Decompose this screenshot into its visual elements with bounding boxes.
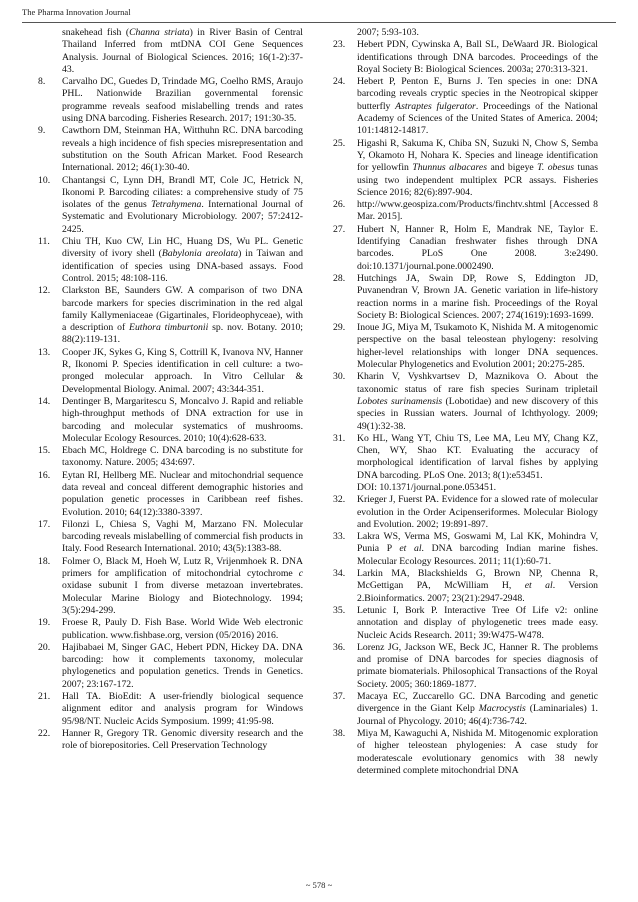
reference-segment: . International Journal of Systematic and Evolutionary Microbiology. 2007; 57:2412-2425. [62, 199, 303, 235]
reference-segment: http://www.geospiza.com/Products/finchtv.shtml [Accessed 8 Mar. 2015]. [357, 199, 598, 223]
reference-text [357, 371, 598, 432]
reference-segment: Hanner R, Gregory TR. Genomic diversity research and the role of biorepositories. Cell Preservation Technology [62, 727, 303, 752]
reference-number: 9. [38, 125, 46, 137]
reference-segment: Hebert P, Penton E, Burns J. Ten species in one: DNA barcoding reveals cryptic species in the Neotropical skipper butterfly [357, 76, 598, 112]
reference-segment: and bigeye [487, 162, 538, 174]
reference-segment: Krieger J, Fuerst PA. Evidence for a slowed rate of molecular evolution in the Order Acipenseriformes. Molecular Biology and Evolution. 2002; 19:891-897. [357, 494, 598, 530]
reference-segment: Macaya EC, Zuccarello GC. DNA Barcoding and genetic divergence in the Giant Kelp [357, 691, 598, 715]
reference-item [333, 138, 598, 199]
reference-item [333, 273, 598, 322]
reference-number: 16. [38, 469, 51, 481]
reference-item [333, 494, 598, 531]
reference-text [357, 224, 598, 273]
reference-item [333, 531, 598, 568]
reference-number: 20. [38, 641, 51, 653]
reference-item [333, 27, 598, 39]
reference-text [62, 175, 303, 236]
reference-segment: Cawthorn DM, Steinman HA, Witthuhn RC. DNA barcoding reveals a high incidence of fish species misrepresentation and substitution on the South African Market. Food Research International. 2012; 46(1):30-40. [62, 125, 303, 174]
reference-item [38, 396, 303, 445]
reference-segment: Folmer O, Black M, Hoeh W, Lutz R, Vrijenmhoek R. DNA primers for amplification of mitochondrial cytochrome [62, 555, 303, 580]
reference-item [333, 642, 598, 691]
italic-species-name: Euthora timburtonii [129, 322, 209, 334]
reference-number: 10. [38, 174, 51, 186]
reference-segment: Ebach MC, Holdrege C. DNA barcoding is no substitute for taxonomy. Nature. 2005; 434:697. [62, 445, 303, 469]
reference-item [333, 568, 598, 605]
italic-species-name: et al [399, 543, 422, 555]
italic-species-name: Lobotes surinamensis [357, 395, 443, 407]
reference-text [62, 285, 303, 346]
reference-number: 36. [333, 641, 346, 653]
reference-number: 34. [333, 568, 346, 580]
reference-item [38, 556, 303, 617]
reference-item [38, 125, 303, 174]
reference-segment: tunas using two independent multiplex PCR assays. Fisheries Science 2016; 82(6):897-904. [357, 162, 598, 198]
reference-segment: Carvalho DC, Guedes D, Trindade MG, Coelho RMS, Araujo PHL. Nationwide Brazilian governmental forensic programme reveals seafood mislabelling trends and rates using DNA barcoding. Fisheries Research. 2017; 191:30-35. [62, 76, 303, 125]
reference-item [333, 605, 598, 642]
reference-text [62, 642, 303, 691]
reference-number: 14. [38, 395, 51, 407]
reference-number: 31. [333, 432, 346, 444]
reference-text [357, 568, 598, 605]
reference-segment: Kharin V, Vyshkvartsev D, Maznikova O. About the taxonomic status of rare fish species Surinam tripletail [357, 371, 598, 395]
reference-number: 25. [333, 137, 346, 149]
reference-number: 35. [333, 604, 346, 616]
reference-text [357, 691, 598, 728]
journal-header: The Pharma Innovation Journal [22, 7, 131, 17]
reference-segment: Chiu TH, Kuo CW, Lin HC, Huang DS, Wu PL. Genetic diversity of ivory shell ( [62, 236, 303, 260]
reference-item [38, 445, 303, 470]
reference-segment: Higashi R, Sakuma K, Chiba SN, Suzuki N, Chow S, Semba Y, Okamoto H, Nohara K. Species and lineage identification for yellowfin [357, 137, 598, 174]
italic-species-name: Thunnus albacares [412, 162, 487, 174]
reference-number: 27. [333, 223, 346, 235]
reference-item [38, 236, 303, 285]
reference-text [62, 236, 303, 285]
reference-item [333, 728, 598, 777]
reference-segment: Miya M, Kawaguchi A, Nishida M. Mitogenomic exploration of higher teleostean phylogenies: A case study for moderatescale evolutionary genomics with 38 newly determined complete mitochondrial DNA [357, 727, 598, 776]
reference-text [62, 445, 303, 470]
reference-number: 23. [333, 39, 346, 51]
page-number: ~ 578 ~ [305, 880, 333, 890]
reference-segment: 2007; 5:93-103. [357, 27, 419, 38]
reference-item [333, 691, 598, 728]
references-left-column [38, 27, 303, 753]
reference-text [62, 728, 303, 753]
reference-item [38, 76, 303, 125]
reference-segment: Dentinger B, Margaritescu S, Moncalvo J. Rapid and reliable high-throughput methods of DNA extraction for use in barcoding and molecular systematics of mushrooms. Molecular Ecology Resources. 2010; 10(4):628-633. [62, 395, 303, 444]
reference-text [62, 617, 303, 642]
reference-text [357, 138, 598, 199]
reference-number: 18. [38, 555, 51, 567]
reference-number: 12. [38, 285, 51, 297]
reference-number: 33. [333, 531, 346, 543]
reference-number [38, 27, 62, 76]
reference-segment: Cooper JK, Sykes G, King S, Cottrill K, Ivanova NV, Hanner R, Ikonomi P. Species identification in cell culture: a two-pronged molecular approach. In Vitro Cellular & Developmental Biology. Animal. 2007; 43:344-351. [62, 346, 303, 395]
reference-segment: Hubert N, Hanner R, Holm E, Mandrak NE, Taylor E. Identifying Canadian freshwater fishes through DNA barcodes. PLoS One 2008. 3:e2490. doi:10.1371/journal.pone.0002490. [357, 223, 598, 272]
reference-item [38, 642, 303, 691]
references-right-column [333, 27, 598, 777]
italic-species-name: Astraptes fulgerator [395, 100, 476, 112]
reference-number: 22. [38, 727, 51, 739]
reference-item [38, 617, 303, 642]
reference-segment: snakehead fish ( [62, 27, 130, 38]
reference-text [62, 691, 303, 728]
reference-segment: Lorenz JG, Jackson WE, Beck JC, Hanner R. The problems and promise of DNA barcodes for species diagnosis of primate biomaterials. Philosophical Transactions of the Royal Society. 2005; 360:1869-1877. [357, 641, 598, 690]
reference-text [357, 322, 598, 371]
reference-item [38, 691, 303, 728]
reference-item [38, 519, 303, 556]
reference-number: 21. [38, 691, 51, 703]
reference-number: 38. [333, 727, 346, 739]
reference-item [333, 371, 598, 432]
reference-item [38, 728, 303, 753]
reference-segment: Eytan RI, Hellberg ME. Nuclear and mitochondrial sequence data reveal and conceal different demographic histories and population genetic processes in Caribbean reef fishes. Evolution. 2010; 64(12):3380-3397. [62, 469, 303, 518]
reference-segment: Froese R, Pauly D. Fish Base. World Wide Web electronic publication. www.fishbase.org, version (05/2016) 2016. [62, 617, 303, 641]
reference-number: 26. [333, 199, 346, 211]
reference-segment: Clarkston BE, Saunders GW. A comparison of two DNA barcode markers for species discrimination in the red algal family Kallymeniaceae (Gigartinales, Florideophyceae), with a description of [62, 285, 303, 334]
italic-species-name: T. obesus [537, 162, 575, 174]
reference-number: 24. [333, 76, 346, 88]
reference-segment: oxidase subunit I from diverse metazoan invertebrates. Molecular Marine Biology and Biotechnology. 1994; 3(5):294-299. [62, 580, 303, 616]
reference-item [333, 322, 598, 371]
reference-number: 29. [333, 322, 346, 334]
reference-segment: (Laminariales) 1. Journal of Phycology. 2010; 46(4):736-742. [357, 703, 598, 727]
reference-number: 19. [38, 617, 51, 629]
reference-text [357, 494, 598, 531]
reference-segment: ) in Taiwan and identification of species using DNA-based assays. Food Control. 2015; 48:108-116. [62, 248, 303, 284]
reference-item [38, 27, 303, 76]
reference-text [357, 27, 598, 39]
reference-text [357, 433, 598, 494]
italic-species-name: Babylonia areolata [161, 248, 239, 260]
reference-number: 15. [38, 445, 51, 457]
reference-text [62, 27, 303, 76]
reference-segment: ) in River Basin of Central Thailand Inferred from mtDNA COI Gene Sequences Analysis. Journal of Biological Sciences. 2016; 16(1-2):37-43. [62, 27, 303, 75]
reference-number: 11. [38, 236, 50, 248]
reference-text [357, 273, 598, 322]
reference-text [62, 470, 303, 519]
reference-segment: Inoue JG, Miya M, Tsukamoto K, Nishida M. A mitogenomic perspective on the basal teleostean phylogeny: resolving higher-level relationships with longer DNA sequences. Molecular Phylogenetics and Evolution 2001; 20:275-285. [357, 322, 598, 371]
reference-text [62, 519, 303, 556]
reference-number [333, 27, 357, 39]
italic-species-name: et al [524, 580, 553, 592]
reference-text [62, 125, 303, 174]
reference-text [357, 642, 598, 691]
reference-text [62, 76, 303, 125]
reference-number: 8. [38, 76, 46, 88]
reference-segment: Letunic I, Bork P. Interactive Tree Of Life v2: online annotation and display of phylogenetic trees made easy. Nucleic Acids Research. 2011; 39:W475-W478. [357, 604, 598, 641]
reference-segment: Ko HL, Wang YT, Chiu TS, Lee MA, Leu MY, Chang KZ, Chen, WY, Shao KT. Evaluating the accuracy of morphological identification of larval fishes by applying DNA barcoding. PLoS One. 2013; 8(1):e53451. [357, 432, 598, 481]
reference-text [357, 199, 598, 224]
header-rule [22, 22, 616, 23]
reference-segment: (Lobotidae) and new discovery of this species in Russian waters. Journal of Ichthyology. 2009; 49(1):32-38. [357, 395, 598, 432]
reference-segment: Hebert PDN, Cywinska A, Ball SL, DeWaard JR. Biological identifications through DNA barcodes. Proceedings of the Royal Society B: Biological Sciences. 2003a; 270:313-321. [357, 39, 598, 75]
reference-text [62, 556, 303, 617]
reference-doi: DOI: 10.1371/journal.pone.053451. [357, 481, 497, 493]
reference-number: 32. [333, 494, 346, 506]
reference-number: 30. [333, 371, 346, 383]
reference-number: 37. [333, 691, 346, 703]
reference-item [333, 199, 598, 224]
reference-item [333, 76, 598, 137]
reference-item [333, 433, 598, 494]
reference-segment: Hall TA. BioEdit: A user-friendly biological sequence alignment editor and analysis program for Windows 95/98/NT. Nucleic Acids Symposium. 1999; 41:95-98. [62, 691, 303, 727]
reference-segment: Larkin MA, Blackshields G, Brown NP, Chenna R, McGettigan PA, McWilliam H, [357, 568, 598, 592]
italic-species-name: Tetrahymena [151, 199, 202, 211]
italic-species-name: c [298, 568, 303, 580]
reference-number: 17. [38, 518, 51, 530]
reference-text [357, 39, 598, 76]
reference-text [357, 76, 598, 137]
italic-species-name: Channa striata [129, 27, 190, 38]
reference-segment: Hajibabaei M, Singer GAC, Hebert PDN, Hickey DA. DNA barcoding: how it complements taxonomy, molecular phylogenetics and population genetics. Trends in Genetics. 2007; 23:167-172. [62, 641, 303, 690]
reference-segment: Lakra WS, Verma MS, Goswami M, Lal KK, Mohindra V, Punia P [357, 531, 598, 555]
reference-text [357, 728, 598, 777]
reference-segment: . Proceedings of the National Academy of Sciences of the United States of America. 2004; 101:14812-14817. [357, 100, 598, 137]
reference-text [357, 531, 598, 568]
italic-species-name: Macrocystis [478, 703, 526, 715]
reference-segment: . DNA barcoding Indian marine fishes. Molecular Ecology Resources. 2011; 11(1):60-71. [357, 543, 598, 567]
reference-segment: Chantangsi C, Lynn DH, Brandl MT, Cole JC, Hetrick N, Ikonomi P. Barcoding ciliates: a comprehensive study of 75 isolates of the genus [62, 174, 303, 211]
reference-segment: Filonzi L, Chiesa S, Vaghi M, Marzano FN. Molecular barcoding reveals mislabelling of commercial fish products in Italy. Food Research International. 2010; 43(5):1383-88. [62, 518, 303, 555]
reference-item [38, 175, 303, 236]
reference-segment: sp. nov. Botany. 2010; 88(2):119-131. [62, 322, 303, 346]
reference-segment: Hutchings JA, Swain DP, Rowe S, Eddington JD, Puvanendran V, Brown JA. Genetic variation in life-history reaction norms in a marine fish. Proceedings of the Royal Society B: Biological Sciences. 2007; 274(1619):1693-1699. [357, 272, 598, 321]
reference-number: 13. [38, 346, 51, 358]
reference-segment: . Version 2.Bioinformatics. 2007; 23(21):2947-2948. [357, 580, 599, 604]
reference-number: 28. [333, 272, 346, 284]
reference-item [38, 285, 303, 346]
reference-item [333, 224, 598, 273]
reference-text [62, 396, 303, 445]
reference-text [62, 347, 303, 396]
reference-item [38, 347, 303, 396]
reference-item [38, 470, 303, 519]
reference-item [333, 39, 598, 76]
reference-text [357, 605, 598, 642]
